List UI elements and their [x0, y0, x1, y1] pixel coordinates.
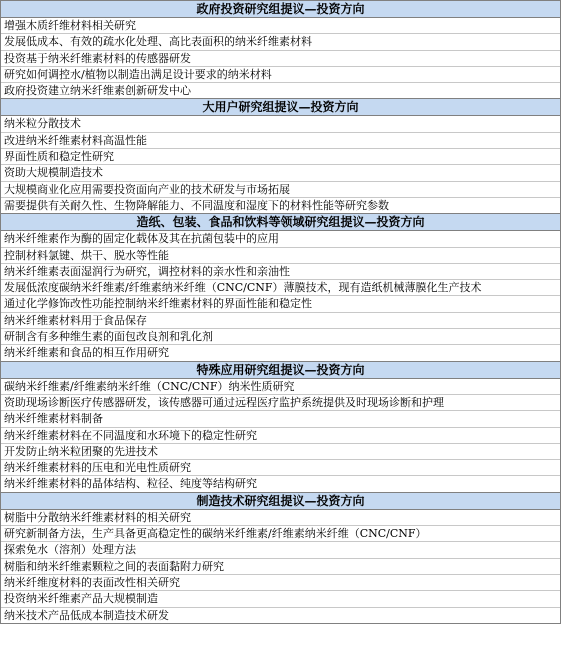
table-row: 纳米纤维素材料制备 [1, 411, 560, 427]
section-header-manufacturing: 制造技术研究组提议—投资方向 [1, 493, 560, 510]
table-row: 纳米纤维素作为酶的固定化载体及其在抗菌包装中的应用 [1, 231, 560, 247]
table-row: 研究新制备方法，生产具备更高稳定性的碳纳米纤维素/纤维素纳米纤维（CNC/CNF） [1, 526, 560, 542]
table-row: 探索免水（溶剂）处理方法 [1, 542, 560, 558]
table-row: 开发防止纳米粒团聚的先进技术 [1, 444, 560, 460]
table-row: 碳纳米纤维素/纤维素纳米纤维（CNC/CNF）纳米性质研究 [1, 379, 560, 395]
table-row: 纳米纤维度材料的表面改性相关研究 [1, 575, 560, 591]
table-row: 投资纳米纤维素产品大规模制造 [1, 591, 560, 607]
table-row: 大规模商业化应用需要投资面向产业的技术研发与市场拓展 [1, 182, 560, 198]
table-row: 纳米纤维素材料用于食品保存 [1, 313, 560, 329]
table-row: 资助现场诊断医疗传感器研发，该传感器可通过远程医疗监护系统提供及时现场诊断和护理 [1, 395, 560, 411]
table-row: 纳米纤维素材料的压电和光电性质研究 [1, 460, 560, 476]
table-row: 改进纳米纤维素材料高温性能 [1, 133, 560, 149]
table-row: 树脂中分散纳米纤维素材料的相关研究 [1, 510, 560, 526]
table-row: 研制含有多种维生素的面包改良剂和乳化剂 [1, 329, 560, 345]
section-header-special-applications: 特殊应用研究组提议—投资方向 [1, 362, 560, 379]
table-row: 投资基于纳米纤维素材料的传感器研发 [1, 51, 560, 67]
table-row: 研究如何调控水/植物以制造出满足设计要求的纳米材料 [1, 67, 560, 83]
table-row: 纳米纤维素材料的晶体结构、粒径、纯度等结构研究 [1, 476, 560, 492]
section-header-government: 政府投资研究组提议—投资方向 [1, 1, 560, 18]
table-row: 纳米纤维素表面湿润行为研究，调控材料的亲水性和亲油性 [1, 264, 560, 280]
table-row: 增强木质纤维材料相关研究 [1, 18, 560, 34]
table-row: 纳米技术产品低成本制造技术研发 [1, 608, 560, 624]
table-row: 发展低浓度碳纳米纤维素/纤维素纳米纤维（CNC/CNF）薄膜技术，现有造纸机械薄膜化生产技术 [1, 280, 560, 296]
section-header-major-users: 大用户研究组提议—投资方向 [1, 99, 560, 116]
table-row: 控制材料氯键、烘干、脱水等性能 [1, 248, 560, 264]
table-row: 发展低成本、有效的疏水化处理、高比表面积的纳米纤维素材料 [1, 34, 560, 50]
table-row: 树脂和纳米纤维素颗粒之间的表面黏附力研究 [1, 559, 560, 575]
table-row: 纳米纤维素和食品的相互作用研究 [1, 345, 560, 361]
table-row: 资助大规模制造技术 [1, 165, 560, 181]
table-row: 纳米纤维素材料在不同温度和水环境下的稳定性研究 [1, 428, 560, 444]
section-header-paper-packaging-food: 造纸、包装、食品和饮料等领域研究组提议—投资方向 [1, 214, 560, 231]
table-row: 纳米粒分散技术 [1, 116, 560, 132]
table-row: 政府投资建立纳米纤维素创新研发中心 [1, 83, 560, 99]
table-row: 界面性质和稳定性研究 [1, 149, 560, 165]
table-row: 通过化学修饰改性功能控制纳米纤维素材料的界面性能和稳定性 [1, 296, 560, 312]
table-row: 需要提供有关耐久性、生物降解能力、不同温度和湿度下的材料性能等研究参数 [1, 198, 560, 214]
